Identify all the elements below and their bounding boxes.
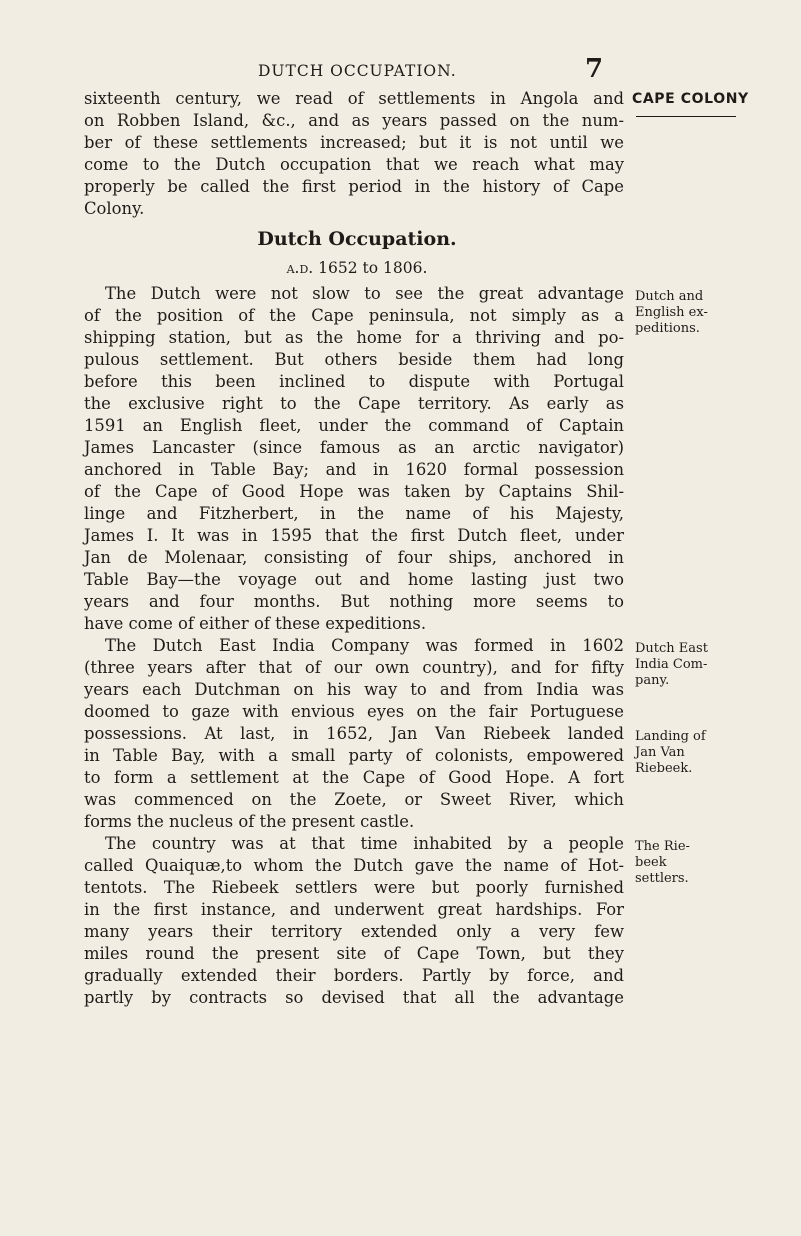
margin-note-line: pany. <box>635 673 670 688</box>
margin-note <box>635 729 706 777</box>
running-head: DUTCH OCCUPATION. <box>258 62 457 80</box>
text-line: shipping station, but as the home for a thriving and po- <box>84 328 624 347</box>
text-line: 1591 an English fleet, under the command of Captain <box>84 416 624 435</box>
text-line: of the Cape of Good Hope was taken by Captains Shil- <box>84 482 624 501</box>
margin-note-line: English ex- <box>635 305 708 320</box>
body-text <box>84 0 630 1236</box>
text-line: The country was at that time inhabited by a people <box>105 834 624 853</box>
text-line: sixteenth century, we read of settlements in Angola and <box>84 89 624 108</box>
section-heading: Dutch Occupation. <box>257 228 457 250</box>
margin-note-line: The Rie- <box>635 839 690 854</box>
margin-note-line: Riebeek. <box>635 761 693 776</box>
margin-note-line: India Com- <box>635 657 708 672</box>
text-line: in the first instance, and underwent great hardships. For <box>84 900 624 919</box>
text-line: in Table Bay, with a small party of colonists, empowered <box>84 746 624 765</box>
margin-note <box>635 839 690 887</box>
text-line: forms the nucleus of the present castle. <box>84 812 415 831</box>
text-line: tentots. The Riebeek settlers were but poorly furnished <box>84 878 624 897</box>
margin-note <box>635 641 708 689</box>
text-line: years and four months. But nothing more seems to <box>84 592 624 611</box>
text-line: of the position of the Cape peninsula, not simply as a <box>84 306 624 325</box>
text-line: was commenced on the Zoete, or Sweet River, which <box>84 790 624 809</box>
text-line: many years their territory extended only a very few <box>84 922 624 941</box>
text-line: pulous settlement. But others beside them had long <box>84 350 624 369</box>
text-line: properly be called the first period in the history of Cape <box>84 177 624 196</box>
margin-note-line: Landing of <box>635 729 706 744</box>
date-range-value: 1652 to 1806. <box>318 259 428 277</box>
text-line: before this been inclined to dispute with Portugal <box>84 372 624 391</box>
era-label: a.d. <box>286 259 314 277</box>
text-line: years each Dutchman on his way to and from India was <box>84 680 624 699</box>
text-line: have come of either of these expeditions. <box>84 614 427 633</box>
text-line: come to the Dutch occupation that we reach what may <box>84 155 624 174</box>
margin-note-line: Dutch and <box>635 289 704 304</box>
text-line: partly by contracts so devised that all the advantage <box>84 988 624 1007</box>
text-line: The Dutch East India Company was formed in 1602 <box>105 636 624 655</box>
text-line: The Dutch were not slow to see the great advantage <box>105 284 624 303</box>
text-line: anchored in Table Bay; and in 1620 formal possession <box>84 460 624 479</box>
text-line: ber of these settlements increased; but it is not until we <box>84 133 624 152</box>
text-line: called Quaiquæ,to whom the Dutch gave the name of Hot- <box>84 856 624 875</box>
text-line: Table Bay—the voyage out and home lasting just two <box>84 570 624 589</box>
page-number: 7 <box>585 54 604 84</box>
margin-note-line: Dutch East <box>635 641 708 656</box>
text-line: to form a settlement at the Cape of Good Hope. A fort <box>84 768 624 787</box>
text-line: the exclusive right to the Cape territory. As early as <box>84 394 624 413</box>
section-tag: CAPE COLONY <box>632 91 749 107</box>
text-line: gradually extended their borders. Partly by force, and <box>84 966 624 985</box>
section-rule <box>636 116 736 117</box>
text-line: Jan de Molenaar, consisting of four ships, anchored in <box>84 548 624 567</box>
margin-note-line: peditions. <box>635 321 700 336</box>
text-line: doomed to gaze with envious eyes on the fair Portuguese <box>84 702 624 721</box>
margin-note-line: beek <box>635 855 667 870</box>
margin-note <box>635 289 708 337</box>
text-line: James I. It was in 1595 that the first Dutch fleet, under <box>84 526 624 545</box>
text-line: Colony. <box>84 199 145 218</box>
text-line: on Robben Island, &c., and as years passed on the num- <box>84 111 624 130</box>
margin-note-line: Jan Van <box>635 745 685 760</box>
text-line: linge and Fitzherbert, in the name of his Majesty, <box>84 504 624 523</box>
date-range <box>84 259 630 277</box>
text-line: miles round the present site of Cape Town, but they <box>84 944 624 963</box>
text-line: (three years after that of our own country), and for fifty <box>84 658 624 677</box>
text-line: James Lancaster (since famous as an arctic navigator) <box>84 438 624 457</box>
text-line: possessions. At last, in 1652, Jan Van Riebeek landed <box>84 724 624 743</box>
margin-note-line: settlers. <box>635 871 689 886</box>
